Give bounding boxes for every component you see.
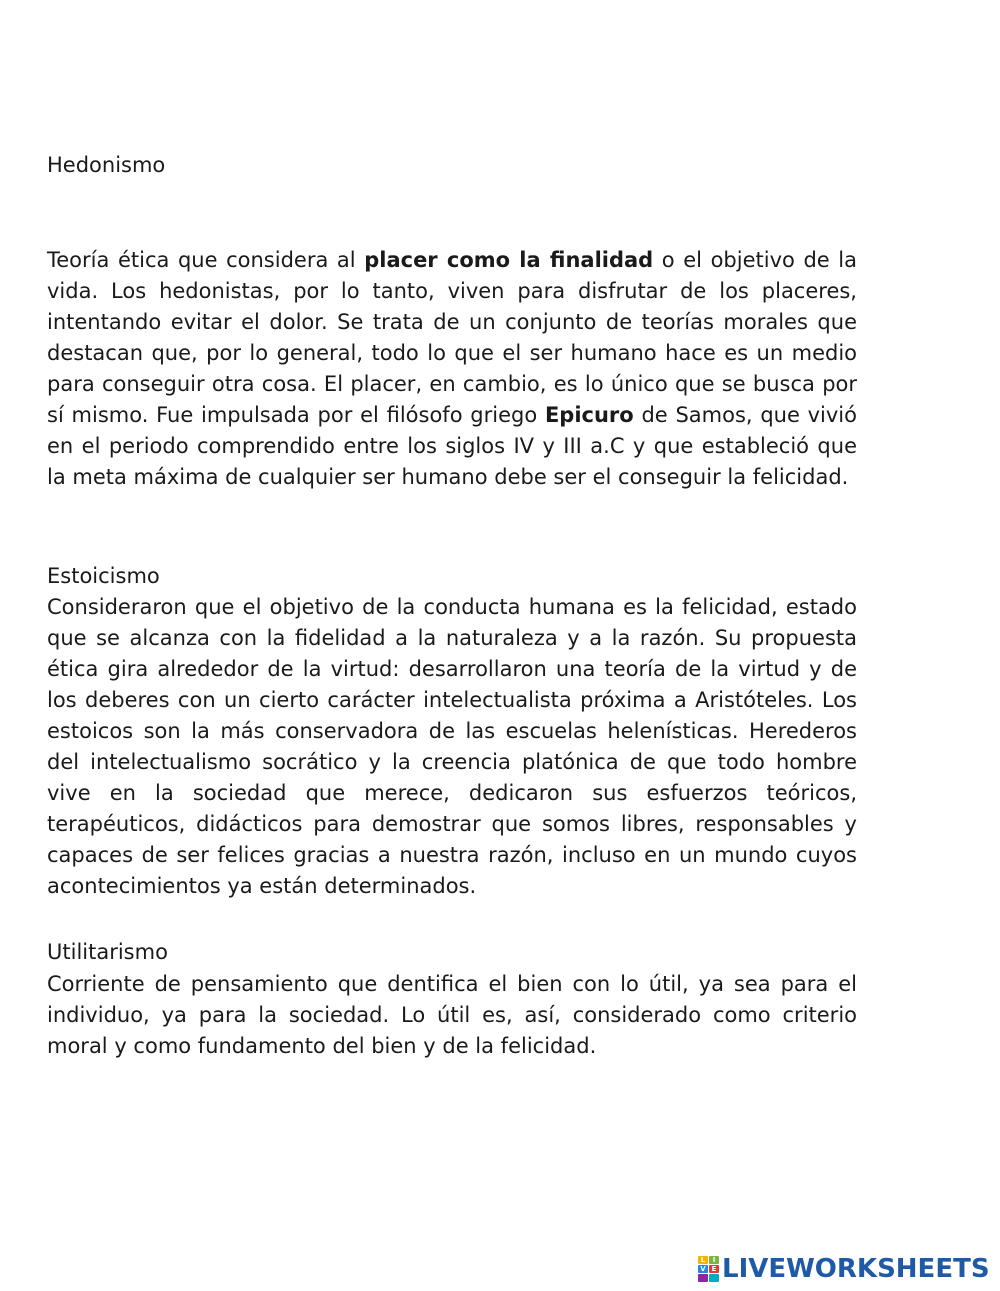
paragraph-estoicismo: Consideraron que el objetivo de la conducta humana es la felicidad, estado que se alcanza con la fidelidad a la naturaleza y a la razón. Su propuesta ética gira alrededor de la virtud: desarrollaron una teoría de la virtud y de los deberes con un cierto carácter intelectualista próxima a Aristóteles. Los estoicos son la más conservadora de las escuelas helenísticas. Herederos del intelectualismo socrático y la creencia platónica de que todo hombre vive en la sociedad que merece, dedicaron sus esfuerzos teóricos, terapéuticos, didácticos para demostrar que somos libres, responsables y capaces de ser felices gracias a nuestra razón, incluso en un mundo cuyos acontecimientos ya están determinados. — [47, 595, 857, 898]
liveworksheets-logo — [698, 1254, 990, 1284]
bold-word-epicuro: Epicuro — [544, 403, 634, 427]
liveworksheets-icon — [698, 1256, 720, 1282]
logo-cell: E — [709, 1265, 719, 1273]
heading-hedonismo: Hedonismo — [47, 153, 166, 177]
paragraph-utilitarismo: Corriente de pensamiento que dentifica el bien con lo útil, ya sea para el individuo, ya para la sociedad. Lo útil es, así, considerado como criterio moral y como fundamento del bien y de la felicidad. — [47, 972, 857, 1058]
logo-cell: I — [709, 1256, 719, 1264]
logo-cell: V — [698, 1265, 708, 1273]
liveworksheets-wordmark: LIVEWORKSHEETS — [722, 1254, 990, 1284]
bold-phrase-placer: placer como la finalidad — [364, 248, 654, 272]
text-segment: Teoría ética que considera al — [47, 248, 365, 272]
heading-estoicismo: Estoicismo — [47, 564, 160, 588]
text-segment: de Samos, que vivió en el periodo comprendido entre los siglos IV y III a.C y que estableció que la meta máxima de cualquier ser humano debe ser el conseguir la felicidad. — [47, 403, 857, 489]
text-segment: o el objetivo de la vida. Los hedonistas, por lo tanto, viven para disfrutar de los placeres, intentando evitar el dolor. Se trata de un conjunto de teorías morales que destacan que, por lo general, todo lo que el ser humano hace es un medio para conseguir otra cosa. El placer, en cambio, es lo único que se busca por sí mismo. Fue impulsada por el filósofo griego — [47, 248, 857, 427]
paragraph-hedonismo — [47, 245, 857, 493]
logo-cell — [698, 1274, 708, 1282]
heading-utilitarismo: Utilitarismo — [47, 940, 168, 964]
logo-cell: L — [698, 1256, 708, 1264]
logo-cell — [709, 1274, 719, 1282]
